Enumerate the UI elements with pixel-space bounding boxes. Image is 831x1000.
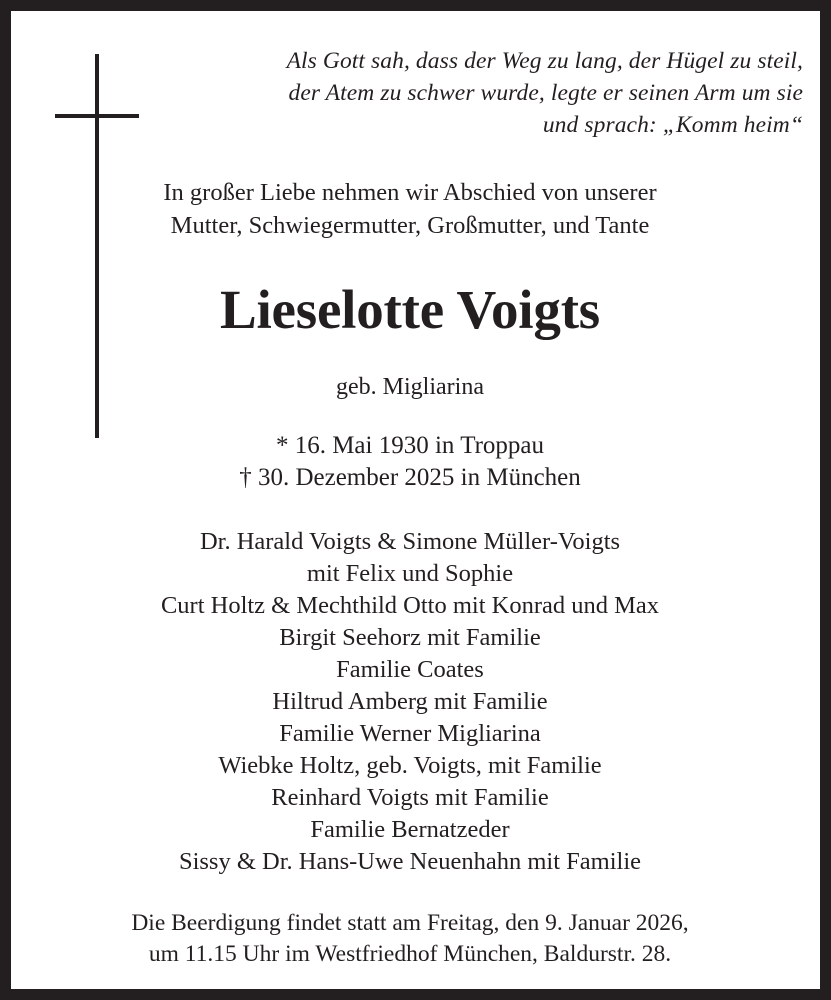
list-item: mit Felix und Sophie (306, 560, 514, 587)
epigraph-verse (233, 45, 803, 141)
death-date-line: † 30. Dezember 2025 in München (239, 464, 581, 491)
list-item: Hiltrud Amberg mit Familie (272, 688, 548, 715)
funeral-line-1: Die Beerdigung findet statt am Freitag, den 9. Januar 2026, (131, 910, 689, 936)
list-item: Wiebke Holtz, geb. Voigts, mit Familie (218, 752, 602, 779)
list-item: Familie Bernatzeder (310, 816, 510, 843)
cross-horizontal-bar (55, 114, 139, 118)
list-item: Curt Holtz & Mechthild Otto mit Konrad und Max (160, 592, 660, 619)
deceased-maiden-name: geb. Migliarina (336, 374, 484, 400)
introduction-line-1: In großer Liebe nehmen wir Abschied von unserer (163, 179, 657, 206)
list-item: Familie Werner Migliarina (279, 720, 541, 747)
epigraph-line-2: der Atem zu schwer wurde, legte er seinen Arm um sie (288, 80, 803, 106)
funeral-details (11, 908, 809, 970)
list-item: Familie Coates (336, 656, 484, 683)
funeral-line-2: um 11.15 Uhr im Westfriedhof München, Baldurstr. 28. (148, 941, 672, 967)
life-dates (11, 430, 809, 494)
survivors-list (11, 526, 809, 878)
list-item: Dr. Harald Voigts & Simone Müller-Voigts (199, 528, 621, 555)
list-item: Reinhard Voigts mit Familie (271, 784, 549, 811)
deceased-name: Lieselotte Voigts (219, 279, 601, 340)
introduction-line-2: Mutter, Schwiegermutter, Großmutter, und Tante (170, 212, 650, 239)
notice-inner-panel (11, 11, 820, 989)
epigraph-line-3: und sprach: „Komm heim“ (542, 112, 803, 138)
list-item: Sissy & Dr. Hans-Uwe Neuenhahn mit Familie (178, 848, 642, 875)
epigraph-line-1: Als Gott sah, dass der Weg zu lang, der Hügel zu steil, (286, 48, 803, 74)
introduction-text (11, 176, 809, 242)
list-item: Birgit Seehorz mit Familie (279, 624, 541, 651)
birth-date-line: * 16. Mai 1930 in Troppau (275, 432, 545, 459)
